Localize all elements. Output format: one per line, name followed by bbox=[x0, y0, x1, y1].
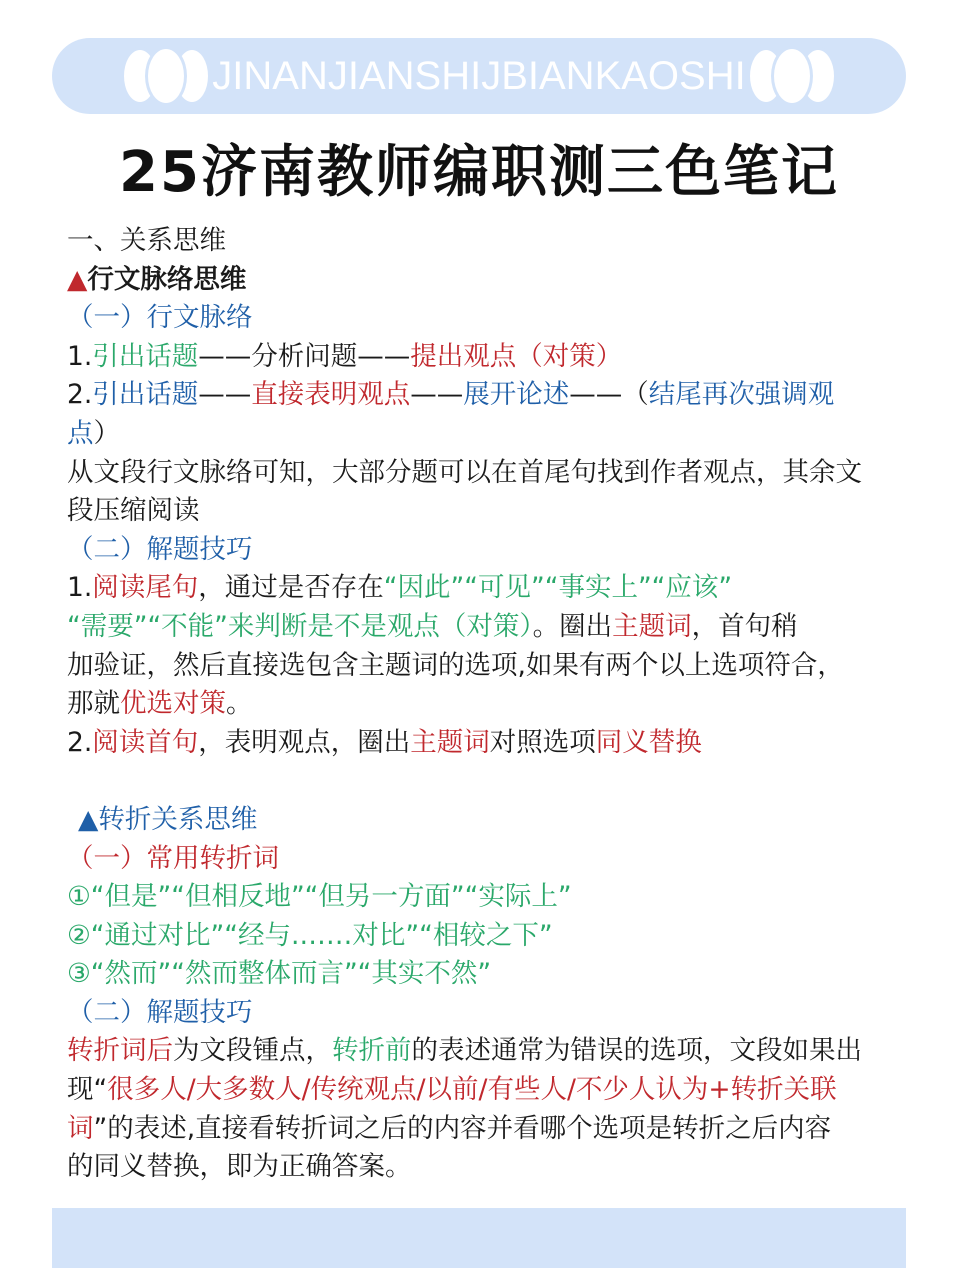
text-segment-black: 从文段行文脉络可知，大部分题可以在首尾句找到作者观点，其余文 bbox=[67, 456, 862, 488]
text-segment-red: 很多人/大多数人/传统观点/以前/有些人/不少人认为+转折关联 bbox=[107, 1074, 837, 1106]
text-segment-red: 阅读首句 bbox=[92, 726, 199, 758]
text-segment-black: 1. bbox=[67, 572, 93, 604]
text-segment-red: 词 bbox=[67, 1112, 94, 1144]
banner-text: JINANJIANSHIJBIANKAOSHI bbox=[212, 53, 746, 98]
text-segment-green: 引出话题 bbox=[92, 340, 199, 372]
text-line bbox=[67, 338, 927, 377]
text-segment-black: 对照选项 bbox=[489, 726, 596, 758]
text-segment-blue: 展开论述 bbox=[463, 379, 570, 411]
text-segment-green: 转折前 bbox=[332, 1035, 412, 1067]
text-segment-red: 主题词 bbox=[612, 610, 692, 642]
text-line bbox=[67, 608, 927, 647]
text-line bbox=[67, 685, 927, 724]
text-segment-red: 优选对策 bbox=[120, 688, 226, 720]
text-segment-red: 转折词后 bbox=[67, 1035, 173, 1067]
text-segment-black: 2. bbox=[67, 379, 93, 411]
text-line bbox=[67, 299, 927, 338]
text-segment-green: ①“但是”“但相反地”“但另一方面”“实际上” bbox=[67, 881, 572, 913]
text-segment-black: 的表述通常为错误的选项，文段如果出 bbox=[411, 1035, 862, 1067]
text-line bbox=[67, 492, 927, 531]
text-segment-blue: 引出话题 bbox=[92, 379, 199, 411]
text-segment-blue: （一）行文脉络 bbox=[67, 302, 253, 334]
text-segment-red: 主题词 bbox=[410, 726, 490, 758]
text-segment-black: ”的表述,直接看转折词之后的内容并看哪个选项是转折之后内容 bbox=[93, 1112, 832, 1144]
text-segment-blue: 点 bbox=[67, 417, 94, 449]
text-segment-green: “需要”“不能”来判断是不是观点（对策） bbox=[67, 610, 533, 642]
text-segment-red: （一）常用转折词 bbox=[67, 842, 279, 874]
text-line bbox=[67, 1110, 927, 1149]
text-line bbox=[67, 261, 927, 300]
text-line bbox=[67, 994, 927, 1033]
text-line bbox=[67, 1032, 927, 1071]
header-banner bbox=[52, 38, 906, 114]
text-line bbox=[67, 376, 927, 415]
text-segment-red: ▲ bbox=[67, 263, 88, 295]
text-segment-black: ，通过是否存在 bbox=[198, 572, 384, 604]
text-segment-black: —— bbox=[198, 379, 252, 411]
text-segment-black: 2. bbox=[67, 726, 93, 758]
text-line bbox=[67, 569, 927, 608]
text-segment-red: 直接表明观点 bbox=[251, 379, 411, 411]
text-line bbox=[67, 840, 927, 879]
text-line bbox=[67, 955, 927, 994]
text-segment-black: 。圈出 bbox=[532, 610, 613, 642]
text-segment-black: 1. bbox=[67, 340, 93, 372]
text-segment-green: ②“通过对比”“经与.……对比”“相较之下” bbox=[67, 919, 553, 951]
ring-decoration-icon bbox=[754, 49, 830, 103]
footer-band bbox=[52, 1208, 906, 1268]
text-line bbox=[67, 647, 927, 686]
text-line bbox=[67, 222, 927, 261]
text-segment-black: 一、关系思维 bbox=[67, 225, 226, 256]
text-line bbox=[67, 878, 927, 917]
text-line bbox=[67, 1071, 927, 1110]
text-segment-black: 现“ bbox=[67, 1074, 108, 1106]
text-line bbox=[67, 917, 927, 956]
text-segment-black: ） bbox=[93, 417, 120, 449]
page-title: 25济南教师编职测三色笔记 bbox=[119, 140, 839, 205]
text-line bbox=[67, 801, 927, 840]
text-segment-red: 同义替换 bbox=[595, 726, 702, 758]
text-segment-black: 那就 bbox=[67, 688, 120, 720]
text-segment-black: —— bbox=[410, 379, 464, 411]
text-segment-blue: ▲转折关系思维 bbox=[78, 803, 258, 835]
text-segment-black: 段压缩阅读 bbox=[67, 495, 200, 527]
text-line bbox=[67, 454, 927, 493]
text-segment-black: 的同义替换，即为正确答案。 bbox=[67, 1151, 412, 1183]
text-segment-black: ——（ bbox=[569, 379, 649, 411]
text-segment-black: 。 bbox=[226, 688, 253, 720]
text-segment-black: 行文脉络思维 bbox=[87, 263, 247, 295]
text-segment-black: 为文段锺点， bbox=[173, 1035, 332, 1067]
text-segment-green: ③“然而”“然而整体而言”“其实不然” bbox=[67, 958, 492, 990]
text-line bbox=[67, 724, 927, 763]
text-segment-red: 提出观点（对策） bbox=[410, 340, 623, 372]
text-line bbox=[67, 531, 927, 570]
text-segment-blue: （二）解题技巧 bbox=[67, 533, 253, 565]
text-segment-blue: 结尾再次强调观 bbox=[648, 379, 835, 411]
text-segment-green: “因此”“可见”“事实上”“应该” bbox=[383, 572, 733, 604]
ring-decoration-icon bbox=[128, 49, 204, 103]
text-line bbox=[67, 415, 927, 454]
text-segment-blue: （二）解题技巧 bbox=[67, 996, 253, 1028]
text-segment-black: ，首句稍 bbox=[691, 610, 798, 642]
text-segment-black: 加验证，然后直接选包含主题词的选项,如果有两个以上选项符合， bbox=[67, 649, 844, 681]
text-segment-black: ——分析问题—— bbox=[198, 340, 411, 372]
text-segment-black: ，表明观点，圈出 bbox=[198, 726, 411, 758]
notes-body bbox=[67, 222, 927, 1187]
spacer bbox=[67, 762, 927, 801]
text-segment-red: 阅读尾句 bbox=[92, 572, 199, 604]
text-line bbox=[67, 1148, 927, 1187]
